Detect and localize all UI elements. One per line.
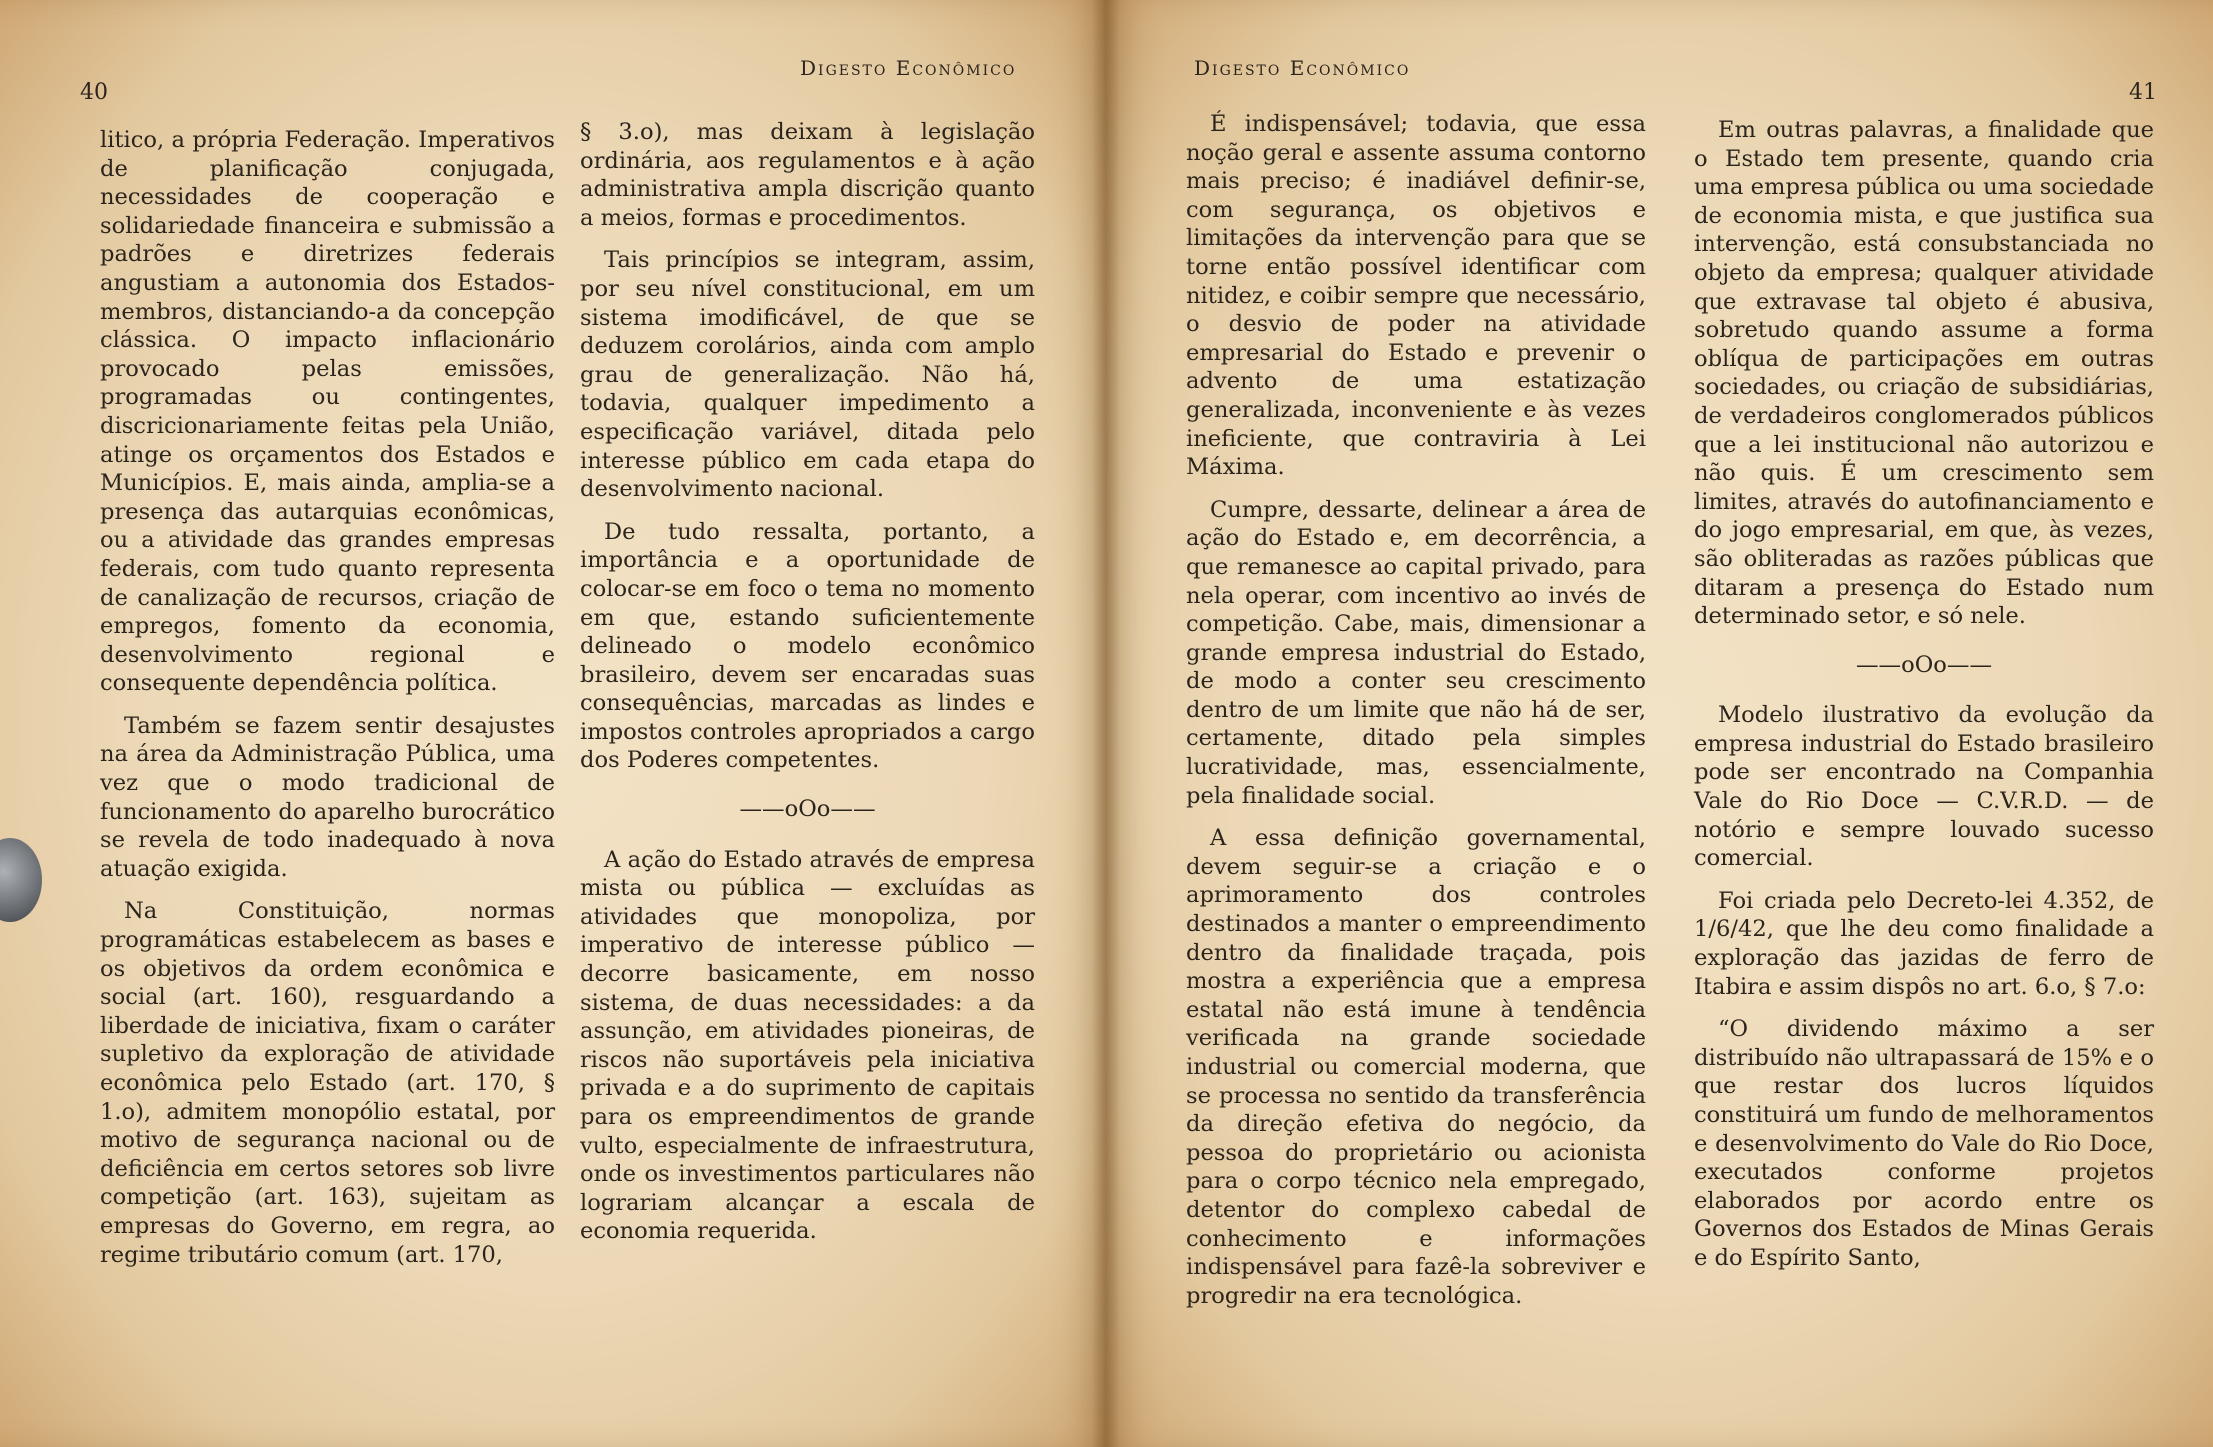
paragraph: A ação do Estado através de empresa mista ou pública — excluídas as atividades que monopoliza, por imperativo de interesse público — decorre basicamente, em nosso sistema, de duas necessidades: a da assunção, em atividades pioneiras, de riscos não suportáveis pela iniciativa privada e a do suprimento de capitais para os empreendimentos de grande vulto, especialmente de infraestrutura, onde os investimentos particulares não lograriam alcançar a escala de economia requerida.: [580, 846, 1035, 1245]
paragraph: Tais princípios se integram, assim, por seu nível constitucional, em um sistema imodificável, de que se deduzem corolários, ainda com amplo grau de generalização. Não há, todavia, qualquer impedimento a especificação variável, ditada pelo interesse público em cada etapa do desenvolvimento nacional.: [580, 247, 1035, 503]
page-number: 40: [80, 80, 108, 105]
running-head: Digesto Econômico: [800, 56, 1017, 80]
paragraph: Modelo ilustrativo da evolução da empresa industrial do Estado brasileiro pode ser encontrado na Companhia Vale do Rio Doce — C.V.R.D. — de notório e sempre louvado sucesso comercial.: [1694, 702, 2154, 872]
section-separator: ——oOo——: [1855, 651, 1993, 678]
binder-clip: [0, 838, 42, 922]
text-column-1: [100, 126, 555, 1283]
paragraph: § 3.o), mas deixam à legislação ordinária, aos regulamentos e à ação administrativa ampla discrição quanto a meios, formas e procedimentos.: [580, 119, 1035, 231]
page-number: 41: [2129, 80, 2157, 105]
paragraph: A essa definição governamental, devem seguir-se a criação e o aprimoramento dos controles destinados a manter o empreendimento dentro da finalidade traçada, pois mostra a experiência que a empresa estatal não está imune à tendência verificada na grande sociedade industrial ou comercial moderna, que se processa no sentido da transferência da direção efetiva do negócio, da pessoa do proprietário ou acionista para o corpo técnico nela empregado, detentor do complexo cabedal de conhecimento e informações indispensável para fazê-la sobreviver e progredir na era tecnológica.: [1186, 825, 1646, 1309]
text-column-1: [1186, 110, 1646, 1324]
paragraph: litico, a própria Federação. Imperativos de planificação conjugada, necessidades de cooperação e solidariedade financeira e submissão a padrões e diretrizes federais angustiam a autonomia dos Estados-membros, distanciando-a da concepção clássica. O impacto inflacionário provocado pelas emissões, programadas ou contingentes, discricionariamente feitas pela União, atinge os orçamentos dos Estados e Municípios. E, mais ainda, amplia-se a presença das autarquias econômicas, ou a atividade das grandes empresas federais, com tudo quanto representa de canalização de recursos, criação de empregos, fomento da economia, desenvolvimento regional e consequente dependência política.: [100, 127, 555, 697]
running-head: Digesto Econômico: [1194, 56, 1411, 80]
text-column-2: [1694, 116, 2154, 1287]
paragraph: Cumpre, dessarte, delinear a área de ação do Estado e, em decorrência, a que remanesce ao capital privado, para nela operar, com incentivo ao invés de competição. Cabe, mais, dimensionar a grande empresa industrial do Estado, de modo a conter seu crescimento dentro de um limite que não há de ser, certamente, ditado pela simples lucratividade, mas, essencialmente, pela finalidade social.: [1186, 496, 1646, 809]
paragraph: De tudo ressalta, portanto, a importância e a oportunidade de colocar-se em foco o tema no momento em que, estando suficientemente delineado o modelo econômico brasileiro, devem ser encaradas suas consequências, marcadas as lindes e impostos controles apropriados a cargo dos Poderes competentes.: [580, 518, 1035, 774]
book-gutter: [1092, 0, 1120, 1447]
paragraph: “O dividendo máximo a ser distribuído não ultrapassará de 15% e o que restar dos lucros líquidos constituirá um fundo de melhoramentos e desenvolvimento do Vale do Rio Doce, executados conforme projetos elaborados por acordo entre os Governos dos Estados de Minas Gerais e do Espírito Santo,: [1694, 1016, 2154, 1271]
left-page: [0, 0, 1106, 1447]
paragraph: Na Constituição, normas programáticas estabelecem as bases e os objetivos da ordem econômica e social (art. 160), resguardando a liberdade de iniciativa, fixam o caráter supletivo da exploração de atividade econômica pelo Estado (art. 170, § 1.o), admitem monopólio estatal, por motivo de segurança nacional ou de deficiência em certos setores sob livre competição (art. 163), sujeitam as empresas do Governo, em regra, ao regime tributário comum (art. 170,: [100, 898, 555, 1268]
section-separator: ——oOo——: [739, 796, 876, 823]
paragraph: Também se fazem sentir desajustes na área da Administração Pública, uma vez que o modo tradicional de funcionamento do aparelho burocrático se revela de todo inadequado à nova atuação exigida.: [100, 712, 555, 882]
text-column-2: [580, 118, 1035, 1260]
paragraph: É indispensável; todavia, que essa noção geral e assente assuma contorno mais preciso; é inadiável definir-se, com segurança, os objetivos e limitações da intervenção para que se torne então possível identificar com nitidez, e coibir sempre que necessário, o desvio de poder na atividade empresarial do Estado e prevenir o advento de uma estatização generalizada, inconveniente e às vezes ineficiente, que contraviria à Lei Máxima.: [1186, 111, 1646, 481]
paragraph: Foi criada pelo Decreto-lei 4.352, de 1/6/42, que lhe deu como finalidade a exploração das jazidas de ferro de Itabira e assim dispôs no art. 6.o, § 7.o:: [1694, 887, 2154, 1000]
paragraph: Em outras palavras, a finalidade que o Estado tem presente, quando cria uma empresa pública ou uma sociedade de economia mista, e que justifica sua intervenção, está consubstanciada no objeto da empresa; qualquer atividade que extravase tal objeto é abusiva, sobretudo quando assume a forma oblíqua de participações em outras sociedades, ou criação de subsidiárias, de verdadeiros conglomerados públicos que a lei institucional não autorizou e não quis. É um crescimento sem limites, através do autofinanciamento e do jogo empresarial, em que, às vezes, são obliteradas as razões públicas que ditaram a presença do Estado num determinado setor, e só nele.: [1694, 117, 2154, 630]
right-page: [1106, 0, 2213, 1447]
